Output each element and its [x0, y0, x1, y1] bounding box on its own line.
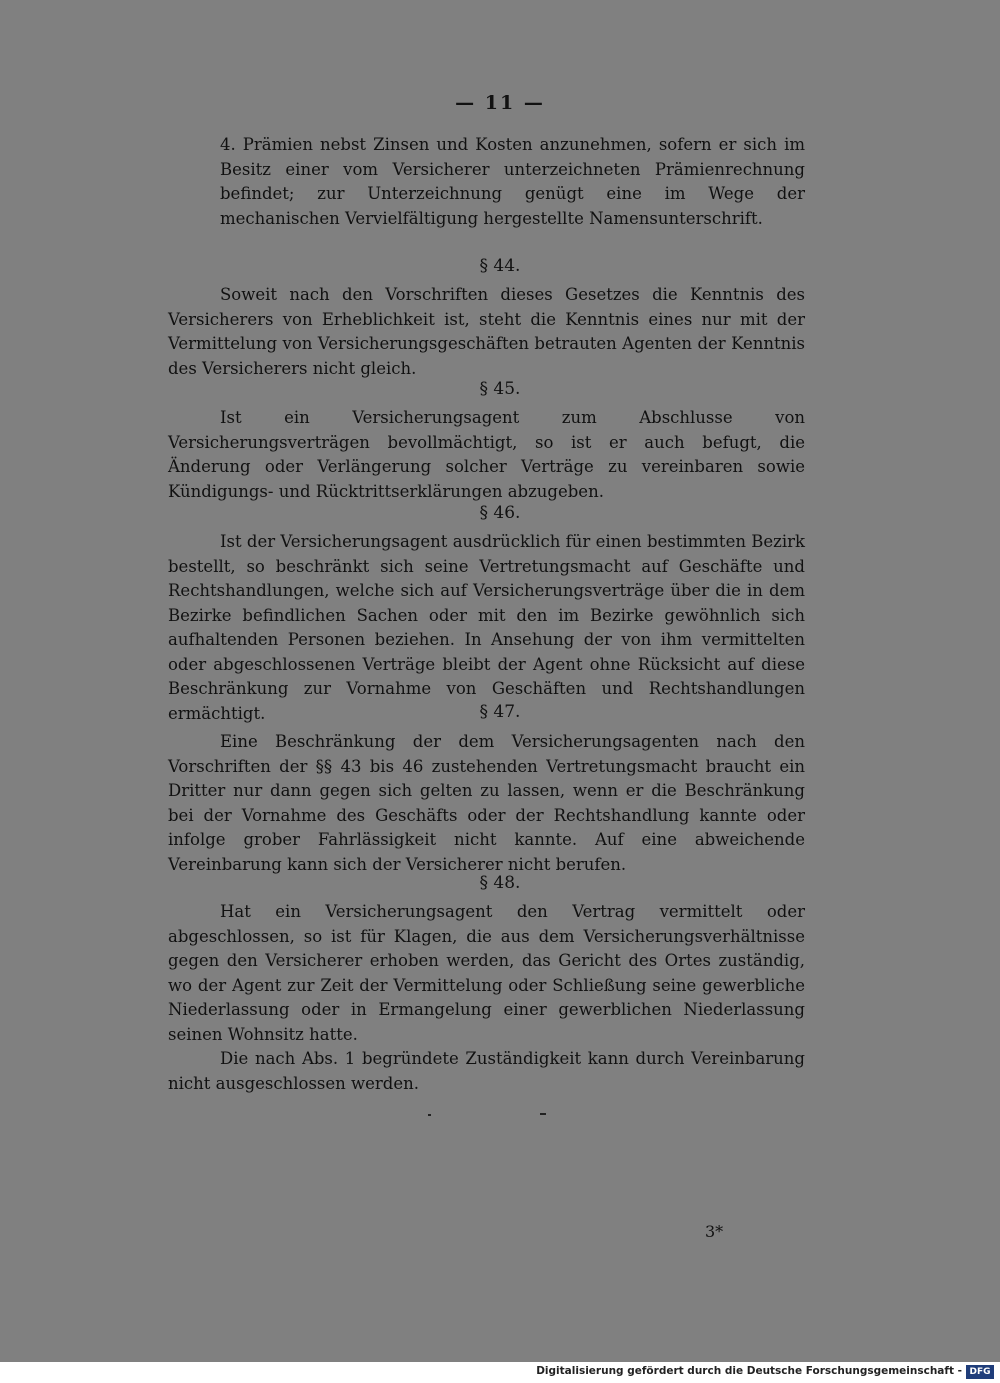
paragraph: Hat ein Versicherungsagent den Vertrag vermittelt oder abgeschlossen, so ist für Klagen, die aus dem Versicherungsverhältnisse gegen den Versicherer erhoben werden, das Gericht des Ortes zuständig, wo der Agent zur Zeit der Vermittelung oder Schließung seine gewerbliche Niederlassung oder in Ermangelung einer gewerblichen Niederlassung seinen Wohnsitz hatte.	[168, 902, 805, 1044]
ink-speck	[540, 1113, 546, 1115]
section-body-48	[168, 900, 805, 1096]
paragraph: Soweit nach den Vorschriften dieses Gesetzes die Kenntnis des Versicherers von Erheblichkeit ist, steht die Kenntnis eines nur mit der Vermittelung von Versicherungsgeschäften betrauten Agenten der Kenntnis des Versicherers nicht gleich.	[168, 285, 805, 378]
paragraph: Ist der Versicherungsagent ausdrücklich für einen bestimmten Bezirk bestellt, so beschränkt sich seine Vertretungsmacht auf Geschäfte und Rechtshandlungen, welche sich auf Versicherungsverträge über die in dem Bezirke befindlichen Sachen oder mit den im Bezirke gewöhnlich sich aufhaltenden Personen beziehen. In Ansehung der von ihm vermittelten oder abgeschlossenen Verträge bleibt der Agent ohne Rücksicht auf diese Beschränkung zur Vornahme von Geschäften und Rechtshandlungen ermächtigt.	[168, 532, 805, 723]
paragraph: Eine Beschränkung der dem Versicherungsagenten nach den Vorschriften der §§ 43 bis 46 zustehenden Vertretungsmacht braucht ein Dritter nur dann gegen sich gelten zu lassen, wenn er die Beschränkung bei der Vornahme des Geschäfts oder der Rechtshandlung kannte oder infolge grober Fahrlässigkeit nicht kannte. Auf eine abweichende Vereinbarung kann sich der Versicherer nicht berufen.	[168, 732, 805, 874]
section-title-48: § 48.	[479, 873, 521, 893]
ink-speck	[428, 1114, 431, 1116]
section-title-44: § 44.	[479, 256, 521, 276]
page-number-header: — 11 —	[455, 92, 545, 114]
section-body-46	[168, 530, 805, 726]
section-title-46: § 46.	[479, 503, 521, 523]
section-body-45	[168, 406, 805, 504]
list-item-4: 4. Prämien nebst Zinsen und Kosten anzunehmen, sofern er sich im Besitz einer vom Versicherer unterzeichneten Prämienrechnung befindet; zur Unterzeichnung genügt eine im Wege der mechanischen Vervielfältigung hergestellte Namensunterschrift.	[220, 135, 805, 228]
paragraph: Ist ein Versicherungsagent zum Abschlusse von Versicherungsverträgen bevollmächtigt, so ist er auch befugt, die Änderung oder Verlängerung solcher Verträge zu vereinbaren sowie Kündigungs- und Rücktrittserklärungen abzugeben.	[168, 408, 805, 501]
signature-mark: 3*	[705, 1222, 724, 1241]
section-body-47	[168, 730, 805, 877]
section-title-47: § 47.	[479, 702, 521, 722]
dfg-logo-icon: DFG	[966, 1365, 994, 1379]
footer-credit: Digitalisierung gefördert durch die Deutsche Forschungsgemeinschaft -	[536, 1365, 962, 1377]
paragraph: Die nach Abs. 1 begründete Zuständigkeit kann durch Vereinbarung nicht ausgeschlossen werden.	[168, 1049, 805, 1093]
footer-bar	[0, 1362, 1000, 1383]
section-body-44	[168, 283, 805, 381]
section-title-45: § 45.	[479, 379, 521, 399]
